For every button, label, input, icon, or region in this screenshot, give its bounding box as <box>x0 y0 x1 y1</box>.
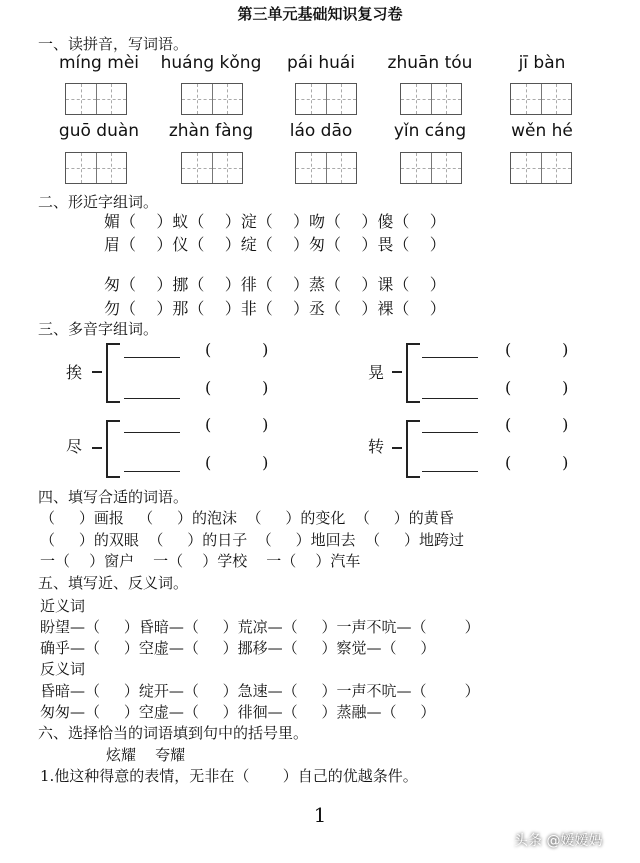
similar-chars-line-4: 勿（ ）那（ ）非（ ）丞（ ）裸（ ） <box>104 299 446 318</box>
brace-2 <box>406 343 420 403</box>
fill-words-line-3: 一（ ）窗户 一（ ）学校 一（ ）汽车 <box>40 552 361 570</box>
blank-line-3b[interactable] <box>124 471 180 472</box>
word-choices: 炫耀 夸耀 <box>106 746 186 764</box>
section-5-heading: 五、填写近、反义词。 <box>38 574 189 592</box>
writing-grid-5[interactable] <box>510 83 572 115</box>
sentence-1: 1.他这种得意的表情，无非在（ ）自己的优越条件。 <box>40 767 418 785</box>
page-title: 第三单元基础知识复习卷 <box>237 5 403 23</box>
writing-grid-4[interactable] <box>400 83 462 115</box>
watermark: 头条 @嫒嫒妈 <box>514 833 603 849</box>
brace-3 <box>106 420 120 478</box>
similar-chars-line-1: 媚（ ）蚁（ ）淀（ ）吻（ ）傻（ ） <box>104 212 446 231</box>
brace-1 <box>106 343 120 403</box>
synonym-label: 近义词 <box>40 597 86 615</box>
pinyin-3: pái huái <box>286 53 356 73</box>
blank-line-2b[interactable] <box>422 398 478 399</box>
blank-line-3a[interactable] <box>124 432 180 433</box>
pinyin-9: yǐn cáng <box>393 121 467 141</box>
blank-line-2a[interactable] <box>422 357 478 358</box>
section-2-heading: 二、形近字组词。 <box>38 193 159 211</box>
writing-grid-6[interactable] <box>65 152 127 184</box>
synonym-line-1: 盼望—（ ）昏暗—（ ）荒凉—（ ）一声不吭—（ ） <box>40 618 480 636</box>
synonym-line-2: 确乎—（ ）空虚—（ ）挪移—（ ）察觉—（ ） <box>40 639 436 657</box>
polyphone-char-1: 挨 <box>66 363 83 382</box>
writing-grid-8[interactable] <box>295 152 357 184</box>
pinyin-5: jī bàn <box>518 53 566 73</box>
section-3-heading: 三、多音字组词。 <box>38 320 159 338</box>
writing-grid-3[interactable] <box>295 83 357 115</box>
writing-grid-7[interactable] <box>181 152 243 184</box>
paren-4b[interactable]: ( ) <box>505 453 569 472</box>
brace-tick-1 <box>92 371 102 373</box>
paren-3a[interactable]: ( ) <box>205 415 269 434</box>
brace-4 <box>406 420 420 478</box>
page-number: 1 <box>313 803 327 827</box>
writing-grid-10[interactable] <box>510 152 572 184</box>
pinyin-1: míng mèi <box>59 53 139 73</box>
pinyin-6: guō duàn <box>58 121 140 141</box>
pinyin-2: huáng kǒng <box>160 53 262 73</box>
paren-1b[interactable]: ( ) <box>205 378 269 397</box>
brace-tick-4 <box>392 447 402 449</box>
blank-line-1a[interactable] <box>124 357 180 358</box>
pinyin-7: zhàn fàng <box>168 121 254 141</box>
writing-grid-2[interactable] <box>181 83 243 115</box>
brace-tick-2 <box>392 371 402 373</box>
writing-grid-1[interactable] <box>65 83 127 115</box>
blank-line-4a[interactable] <box>422 432 478 433</box>
paren-3b[interactable]: ( ) <box>205 453 269 472</box>
polyphone-char-4: 转 <box>368 437 385 456</box>
paren-1a[interactable]: ( ) <box>205 340 269 359</box>
pinyin-8: láo dāo <box>289 121 353 141</box>
antonym-label: 反义词 <box>40 660 86 678</box>
paren-2b[interactable]: ( ) <box>505 378 569 397</box>
pinyin-10: wěn hé <box>511 121 573 141</box>
antonym-line-2: 匆匆—（ ）空虚—（ ）徘徊—（ ）蒸融—（ ） <box>40 703 436 721</box>
blank-line-1b[interactable] <box>124 398 180 399</box>
polyphone-char-2: 晃 <box>368 363 385 382</box>
polyphone-char-3: 尽 <box>66 437 83 456</box>
section-1-heading: 一、读拼音，写词语。 <box>38 35 189 53</box>
similar-chars-line-3: 匆（ ）挪（ ）徘（ ）蒸（ ）课（ ） <box>104 275 446 294</box>
pinyin-4: zhuān tóu <box>387 53 473 73</box>
antonym-line-1: 昏暗—（ ）绽开—（ ）急速—（ ）一声不吭—（ ） <box>40 682 480 700</box>
blank-line-4b[interactable] <box>422 471 478 472</box>
brace-tick-3 <box>92 447 102 449</box>
section-6-heading: 六、选择恰当的词语填到句中的括号里。 <box>38 724 309 742</box>
paren-4a[interactable]: ( ) <box>505 415 569 434</box>
paren-2a[interactable]: ( ) <box>505 340 569 359</box>
writing-grid-9[interactable] <box>400 152 462 184</box>
similar-chars-line-2: 眉（ ）仪（ ）绽（ ）匆（ ）畏（ ） <box>104 235 446 254</box>
section-4-heading: 四、填写合适的词语。 <box>38 488 189 506</box>
fill-words-line-1: （ ）画报 （ ）的泡沫 （ ）的变化 （ ）的黄昏 <box>40 509 454 527</box>
fill-words-line-2: （ ）的双眼 （ ）的日子 （ ）地回去 （ ）地跨过 <box>40 531 464 549</box>
